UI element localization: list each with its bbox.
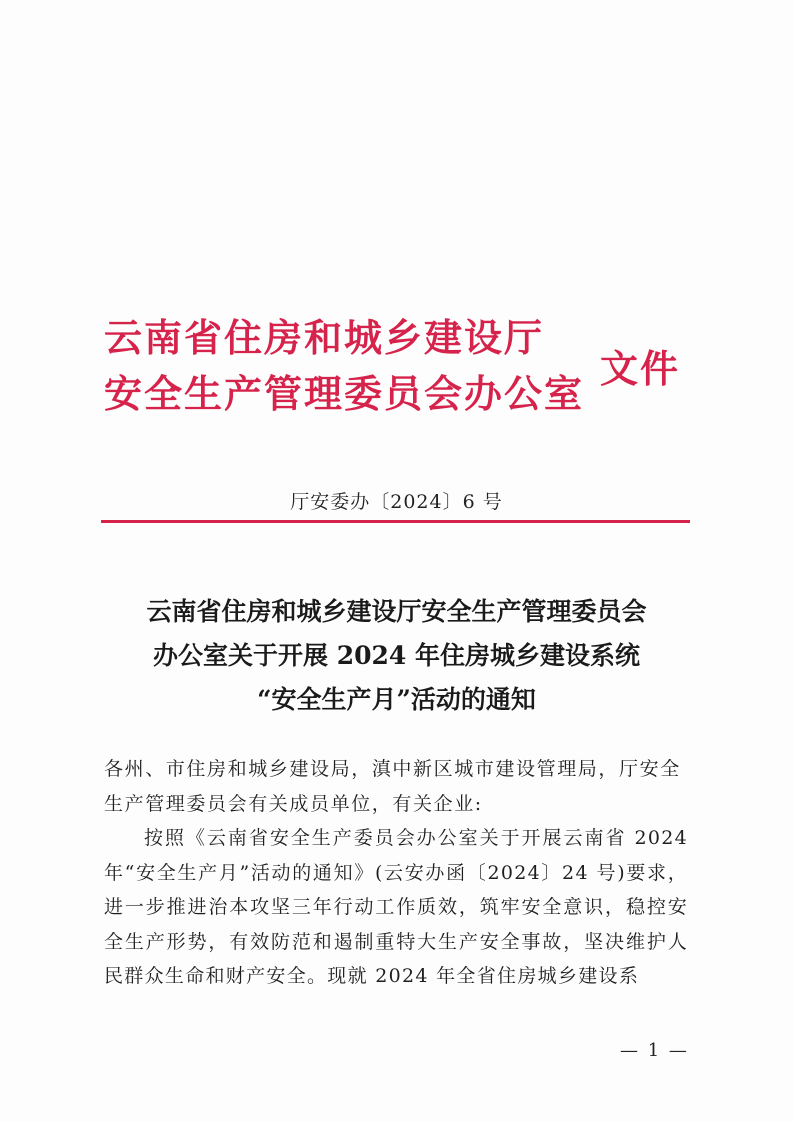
document-body: [104, 752, 688, 994]
page-number: — 1 —: [620, 1040, 689, 1061]
red-divider-line: [101, 520, 690, 523]
organization-line-1: 云南省住房和城乡建设厅: [104, 316, 545, 360]
issuing-organization: [104, 310, 624, 422]
title-line-2: 办公室关于开展 2024 年住房城乡建设系统: [153, 641, 640, 670]
title-line-3: “安全生产月”活动的通知: [257, 685, 536, 714]
document-number: 厅安委办〔2024〕6 号: [290, 491, 503, 513]
document-title: [80, 590, 713, 722]
organization-line-2: 安全生产管理委员会办公室: [104, 372, 585, 416]
addressee: 各州、市住房和城乡建设局，滇中新区城市建设管理局，厅安全生产管理委员会有关成员单位，有关企业:: [104, 758, 681, 815]
title-line-1: 云南省住房和城乡建设厅安全生产管理委员会: [146, 597, 647, 626]
document-type-label: 文件: [600, 347, 681, 391]
body-paragraph: 按照《云南省安全生产委员会办公室关于开展云南省 2024 年“安全生产月”活动的通知》(云安办函〔2024〕24 号)要求，进一步推进治本攻坚三年行动工作质效，筑牢安全意识，稳控安全生产形势，有效防范和遏制重特大生产安全事故，坚决维护人民群众生命和财产安全。现就 2024 年全省住房城乡建设系: [104, 827, 688, 987]
